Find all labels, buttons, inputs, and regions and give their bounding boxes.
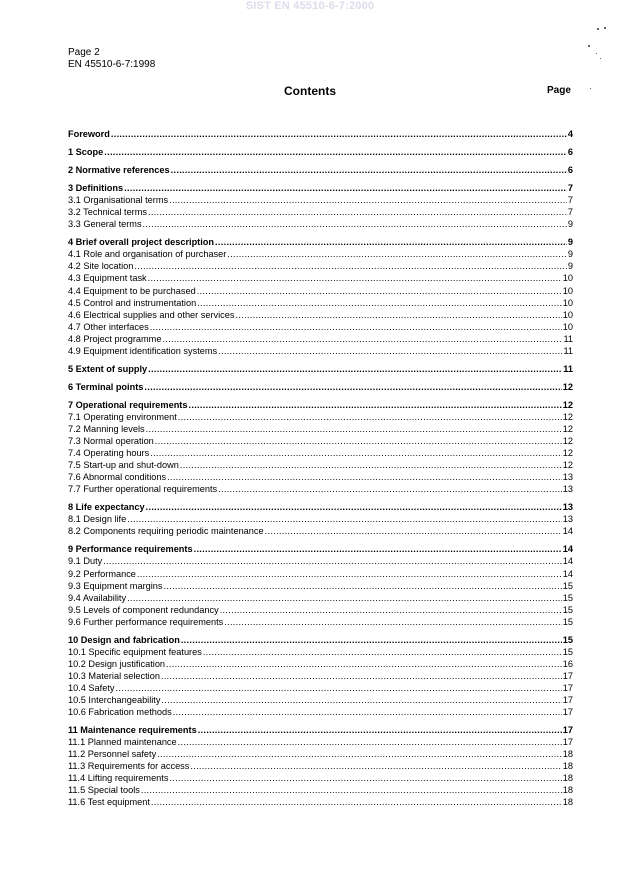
dot-leader bbox=[197, 297, 562, 309]
toc-section bbox=[68, 399, 573, 495]
toc-entry-page: 12 bbox=[562, 423, 573, 434]
dot-leader bbox=[197, 285, 562, 297]
dot-leader bbox=[220, 604, 562, 616]
toc-entry-page: 9 bbox=[567, 219, 573, 230]
toc-entry-title: 3.1 Organisational terms bbox=[68, 195, 169, 206]
dot-leader bbox=[178, 411, 562, 423]
dot-leader bbox=[157, 748, 562, 760]
toc-heading[interactable] bbox=[68, 634, 573, 646]
dot-leader bbox=[146, 423, 562, 435]
dot-leader bbox=[146, 501, 562, 513]
toc-section bbox=[68, 724, 573, 808]
toc-entry-title: 8 Life expectancy bbox=[68, 502, 145, 513]
toc-entry-page: 10 bbox=[562, 297, 573, 308]
toc-entry-page: 16 bbox=[562, 658, 573, 669]
toc-entry-title: 7.4 Operating hours bbox=[68, 448, 150, 459]
dot-leader bbox=[104, 146, 567, 158]
toc-entry-title: 7 Operational requirements bbox=[68, 399, 188, 410]
dot-leader bbox=[150, 447, 562, 459]
scan-speck bbox=[604, 27, 606, 29]
toc-heading[interactable] bbox=[68, 381, 573, 393]
toc-entry-page: 17 bbox=[562, 694, 573, 705]
toc-entry-title: Foreword bbox=[68, 129, 110, 139]
toc-section bbox=[68, 164, 573, 176]
dot-leader bbox=[227, 248, 567, 260]
toc-entry-page: 10 bbox=[562, 285, 573, 296]
toc-entry[interactable] bbox=[68, 345, 573, 357]
toc-entry[interactable] bbox=[68, 459, 573, 471]
toc-entry-page: 10 bbox=[562, 321, 573, 332]
toc-entry-title: 4.9 Equipment identification systems bbox=[68, 345, 218, 356]
toc-entry[interactable] bbox=[68, 260, 573, 272]
toc-entry-title: 9.4 Availability bbox=[68, 592, 127, 603]
toc-entry-title: 2 Normative references bbox=[68, 165, 170, 176]
toc-entry-page: 4 bbox=[567, 129, 573, 139]
dot-leader bbox=[127, 513, 562, 525]
toc-entry[interactable] bbox=[68, 658, 573, 670]
scan-speck bbox=[600, 58, 601, 59]
toc-entry[interactable] bbox=[68, 513, 573, 525]
toc-entry[interactable] bbox=[68, 604, 573, 616]
toc-entry-page: 10 bbox=[562, 309, 573, 320]
dot-leader bbox=[161, 670, 562, 682]
toc-entry-page: 13 bbox=[562, 472, 573, 483]
dot-leader bbox=[169, 194, 567, 206]
toc-entry-page: 17 bbox=[562, 737, 573, 748]
page-title: Contents bbox=[284, 84, 336, 98]
toc-entry-title: 11.4 Lifting requirements bbox=[68, 773, 169, 784]
toc-entry-page: 10 bbox=[562, 273, 573, 284]
dot-leader bbox=[103, 555, 562, 567]
toc-entry-page: 15 bbox=[562, 604, 573, 615]
toc-entry-title: 9.2 Performance bbox=[68, 568, 136, 579]
toc-entry-title: 3.2 Technical terms bbox=[68, 207, 147, 218]
dot-leader bbox=[141, 784, 562, 796]
toc-entry-page: 17 bbox=[562, 707, 573, 718]
toc-entry-page: 7 bbox=[567, 207, 573, 218]
dot-leader bbox=[203, 646, 562, 658]
toc-entry-title: 7.3 Normal operation bbox=[68, 436, 154, 447]
toc-entry-title: 7.1 Operating environment bbox=[68, 411, 177, 422]
toc-section bbox=[68, 381, 573, 393]
toc-entry-title: 4.2 Site location bbox=[68, 261, 134, 272]
toc-entry-title: 4 Brief overall project description bbox=[68, 237, 215, 248]
toc-entry-title: 6 Terminal points bbox=[68, 381, 144, 392]
toc-entry[interactable] bbox=[68, 272, 573, 284]
toc-entry[interactable] bbox=[68, 772, 573, 784]
toc-entry-page: 7 bbox=[567, 195, 573, 206]
toc-entry-page: 18 bbox=[562, 749, 573, 760]
toc-entry-page: 12 bbox=[562, 381, 573, 392]
toc-heading[interactable] bbox=[68, 501, 573, 513]
toc-entry-page: 11 bbox=[563, 345, 573, 356]
toc-entry-page: 12 bbox=[562, 399, 573, 410]
toc-entry-title: 10.6 Fabrication methods bbox=[68, 707, 172, 718]
dot-leader bbox=[171, 164, 567, 176]
toc-heading[interactable] bbox=[68, 236, 573, 248]
toc-section bbox=[68, 363, 573, 375]
dot-leader bbox=[155, 435, 562, 447]
toc-entry[interactable] bbox=[68, 435, 573, 447]
toc-entry-title: 4.3 Equipment task bbox=[68, 273, 147, 284]
toc-entry-title: 11.5 Special tools bbox=[68, 785, 140, 796]
toc-entry[interactable] bbox=[68, 333, 573, 345]
toc-entry-title: 10.3 Material selection bbox=[68, 670, 160, 681]
toc-entry-title: 11.2 Personnel safety bbox=[68, 749, 157, 760]
toc-entry-page: 18 bbox=[562, 785, 573, 796]
toc-entry[interactable] bbox=[68, 411, 573, 423]
toc-entry[interactable] bbox=[68, 568, 573, 580]
toc-entry[interactable] bbox=[68, 483, 573, 495]
dot-leader bbox=[198, 724, 562, 736]
toc-entry-page: 17 bbox=[562, 670, 573, 681]
toc-entry-title: 11.1 Planned maintenance bbox=[68, 737, 177, 748]
toc-entry-title: 1 Scope bbox=[68, 147, 104, 158]
dot-leader bbox=[224, 616, 562, 628]
toc-entry-page: 14 bbox=[562, 556, 573, 567]
toc-entry-page: 14 bbox=[562, 544, 573, 555]
toc-entry[interactable] bbox=[68, 309, 573, 321]
watermark: SIST EN 45510-6-7:2000 bbox=[245, 0, 375, 12]
dot-leader bbox=[190, 760, 561, 772]
toc-entry[interactable] bbox=[68, 471, 573, 483]
toc-entry-page: 12 bbox=[562, 448, 573, 459]
dot-leader bbox=[181, 634, 562, 646]
dot-leader bbox=[178, 736, 562, 748]
toc-entry-title: 4.8 Project programme bbox=[68, 333, 162, 344]
dot-leader bbox=[166, 658, 562, 670]
toc-entry-title: 11.6 Test equipment bbox=[68, 797, 150, 808]
toc-entry[interactable] bbox=[68, 447, 573, 459]
dot-leader bbox=[148, 363, 562, 375]
toc-entry-page: 17 bbox=[562, 682, 573, 693]
dot-leader bbox=[188, 399, 561, 411]
toc-entry-title: 4.6 Electrical supplies and other services bbox=[68, 309, 235, 320]
dot-leader bbox=[169, 772, 561, 784]
toc-entry-page: 13 bbox=[562, 514, 573, 525]
toc-entry-title: 7.6 Abnormal conditions bbox=[68, 472, 167, 483]
dot-leader bbox=[180, 459, 562, 471]
toc-entry-title: 9 Performance requirements bbox=[68, 544, 193, 555]
dot-leader bbox=[163, 580, 561, 592]
toc-entry-page: 18 bbox=[562, 773, 573, 784]
toc-entry-page: 15 bbox=[562, 580, 573, 591]
toc-entry-page: 9 bbox=[567, 261, 573, 272]
dot-leader bbox=[173, 706, 562, 718]
toc-entry-title: 9.5 Levels of component redundancy bbox=[68, 604, 219, 615]
toc-heading[interactable] bbox=[68, 164, 573, 176]
document-id: EN 45510-6-7:1998 bbox=[68, 59, 156, 70]
toc-entry-page: 12 bbox=[562, 436, 573, 447]
toc-entry[interactable] bbox=[68, 616, 573, 628]
toc-entry-page: 13 bbox=[562, 484, 573, 495]
dot-leader bbox=[134, 260, 566, 272]
dot-leader bbox=[161, 694, 561, 706]
toc-entry-page: 11 bbox=[563, 333, 573, 344]
toc-heading[interactable] bbox=[68, 543, 573, 555]
toc-entry-title: 10.1 Specific equipment features bbox=[68, 646, 202, 657]
toc-entry[interactable] bbox=[68, 218, 573, 230]
scan-speck bbox=[597, 28, 599, 30]
dot-leader bbox=[143, 218, 567, 230]
toc-entry-title: 5 Extent of supply bbox=[68, 363, 148, 374]
toc-section bbox=[68, 634, 573, 718]
toc-entry-title: 10.5 Interchangeability bbox=[68, 694, 161, 705]
toc-entry-page: 15 bbox=[562, 592, 573, 603]
toc-entry-page: 12 bbox=[562, 460, 573, 471]
toc-entry[interactable] bbox=[68, 784, 573, 796]
toc-entry[interactable] bbox=[68, 748, 573, 760]
toc-entry[interactable] bbox=[68, 525, 573, 537]
page-column-label: Page bbox=[547, 85, 571, 96]
toc-entry-page: 6 bbox=[567, 165, 573, 176]
toc-entry-title: 4.4 Equipment to be purchased bbox=[68, 285, 196, 296]
toc-entry-title: 4.7 Other interfaces bbox=[68, 321, 149, 332]
toc-entry-page: 15 bbox=[562, 646, 573, 657]
toc-entry-title: 4.1 Role and organisation of purchaser bbox=[68, 249, 227, 260]
dot-leader bbox=[127, 592, 562, 604]
toc-entry-page: 18 bbox=[562, 761, 573, 772]
toc-heading[interactable] bbox=[68, 724, 573, 736]
dot-leader bbox=[115, 682, 561, 694]
toc-entry[interactable] bbox=[68, 796, 573, 808]
toc-entry-page: 9 bbox=[567, 249, 573, 260]
toc-entry-title: 11 Maintenance requirements bbox=[68, 725, 197, 736]
table-of-contents bbox=[68, 128, 573, 814]
toc-entry-title: 8.1 Design life bbox=[68, 514, 127, 525]
toc-entry-page: 18 bbox=[562, 797, 573, 808]
toc-entry-title: 10 Design and fabrication bbox=[68, 634, 180, 645]
toc-entry[interactable] bbox=[68, 423, 573, 435]
toc-section bbox=[68, 182, 573, 230]
dot-leader bbox=[148, 272, 562, 284]
toc-entry-title: 7.7 Further operational requirements bbox=[68, 484, 218, 495]
toc-section bbox=[68, 236, 573, 356]
toc-entry[interactable] bbox=[68, 694, 573, 706]
toc-entry[interactable] bbox=[68, 580, 573, 592]
page-number: Page 2 bbox=[68, 47, 100, 58]
dot-leader bbox=[148, 206, 567, 218]
dot-leader bbox=[150, 321, 562, 333]
dot-leader bbox=[194, 543, 562, 555]
scan-speck bbox=[590, 88, 591, 89]
toc-entry[interactable] bbox=[68, 297, 573, 309]
toc-entry-title: 10.4 Safety bbox=[68, 682, 115, 693]
scan-speck bbox=[588, 45, 590, 47]
dot-leader bbox=[265, 525, 562, 537]
dot-leader bbox=[167, 471, 562, 483]
toc-entry-title: 7.2 Manning levels bbox=[68, 423, 145, 434]
scan-speck bbox=[596, 53, 597, 54]
toc-entry-title: 8.2 Components requiring periodic maintenance bbox=[68, 526, 264, 537]
toc-section bbox=[68, 128, 573, 140]
toc-entry[interactable] bbox=[68, 706, 573, 718]
toc-entry[interactable] bbox=[68, 248, 573, 260]
toc-entry-page: 6 bbox=[567, 147, 573, 158]
dot-leader bbox=[215, 236, 567, 248]
toc-entry-page: 17 bbox=[562, 725, 573, 736]
toc-entry-page: 15 bbox=[562, 634, 573, 645]
toc-entry-title: 9.3 Equipment margins bbox=[68, 580, 163, 591]
toc-entry-page: 11 bbox=[563, 363, 573, 374]
toc-entry-title: 4.5 Control and instrumentation bbox=[68, 297, 197, 308]
toc-entry[interactable] bbox=[68, 760, 573, 772]
toc-heading[interactable] bbox=[68, 182, 573, 194]
toc-section bbox=[68, 543, 573, 627]
toc-section bbox=[68, 501, 573, 537]
toc-entry-page: 14 bbox=[562, 526, 573, 537]
toc-entry-title: 9.1 Duty bbox=[68, 556, 103, 567]
dot-leader bbox=[162, 333, 562, 345]
toc-entry[interactable] bbox=[68, 592, 573, 604]
page-header bbox=[68, 47, 155, 71]
toc-entry-page: 12 bbox=[562, 411, 573, 422]
toc-heading[interactable] bbox=[68, 399, 573, 411]
toc-heading[interactable] bbox=[68, 146, 573, 158]
toc-entry-title: 9.6 Further performance requirements bbox=[68, 616, 224, 627]
dot-leader bbox=[111, 128, 567, 140]
toc-entry[interactable] bbox=[68, 736, 573, 748]
dot-leader bbox=[218, 483, 562, 495]
toc-entry-page: 7 bbox=[567, 183, 573, 194]
dot-leader bbox=[137, 568, 562, 580]
toc-entry[interactable] bbox=[68, 206, 573, 218]
dot-leader bbox=[218, 345, 562, 357]
toc-entry-page: 9 bbox=[567, 237, 573, 248]
toc-entry[interactable] bbox=[68, 285, 573, 297]
toc-entry[interactable] bbox=[68, 646, 573, 658]
toc-entry[interactable] bbox=[68, 555, 573, 567]
toc-entry[interactable] bbox=[68, 194, 573, 206]
toc-heading[interactable] bbox=[68, 128, 573, 140]
toc-section bbox=[68, 146, 573, 158]
toc-entry[interactable] bbox=[68, 682, 573, 694]
toc-entry-title: 3.3 General terms bbox=[68, 219, 142, 230]
toc-entry-title: 7.5 Start-up and shut-down bbox=[68, 460, 179, 471]
dot-leader bbox=[235, 309, 561, 321]
toc-entry-page: 14 bbox=[562, 568, 573, 579]
dot-leader bbox=[151, 796, 562, 808]
toc-entry-title: 10.2 Design justification bbox=[68, 658, 166, 669]
toc-entry-page: 15 bbox=[562, 616, 573, 627]
dot-leader bbox=[144, 381, 561, 393]
toc-entry[interactable] bbox=[68, 321, 573, 333]
toc-entry[interactable] bbox=[68, 670, 573, 682]
toc-entry-title: 3 Definitions bbox=[68, 183, 124, 194]
toc-entry-page: 13 bbox=[562, 502, 573, 513]
toc-heading[interactable] bbox=[68, 363, 573, 375]
dot-leader bbox=[124, 182, 567, 194]
toc-entry-title: 11.3 Requirements for access bbox=[68, 761, 190, 772]
